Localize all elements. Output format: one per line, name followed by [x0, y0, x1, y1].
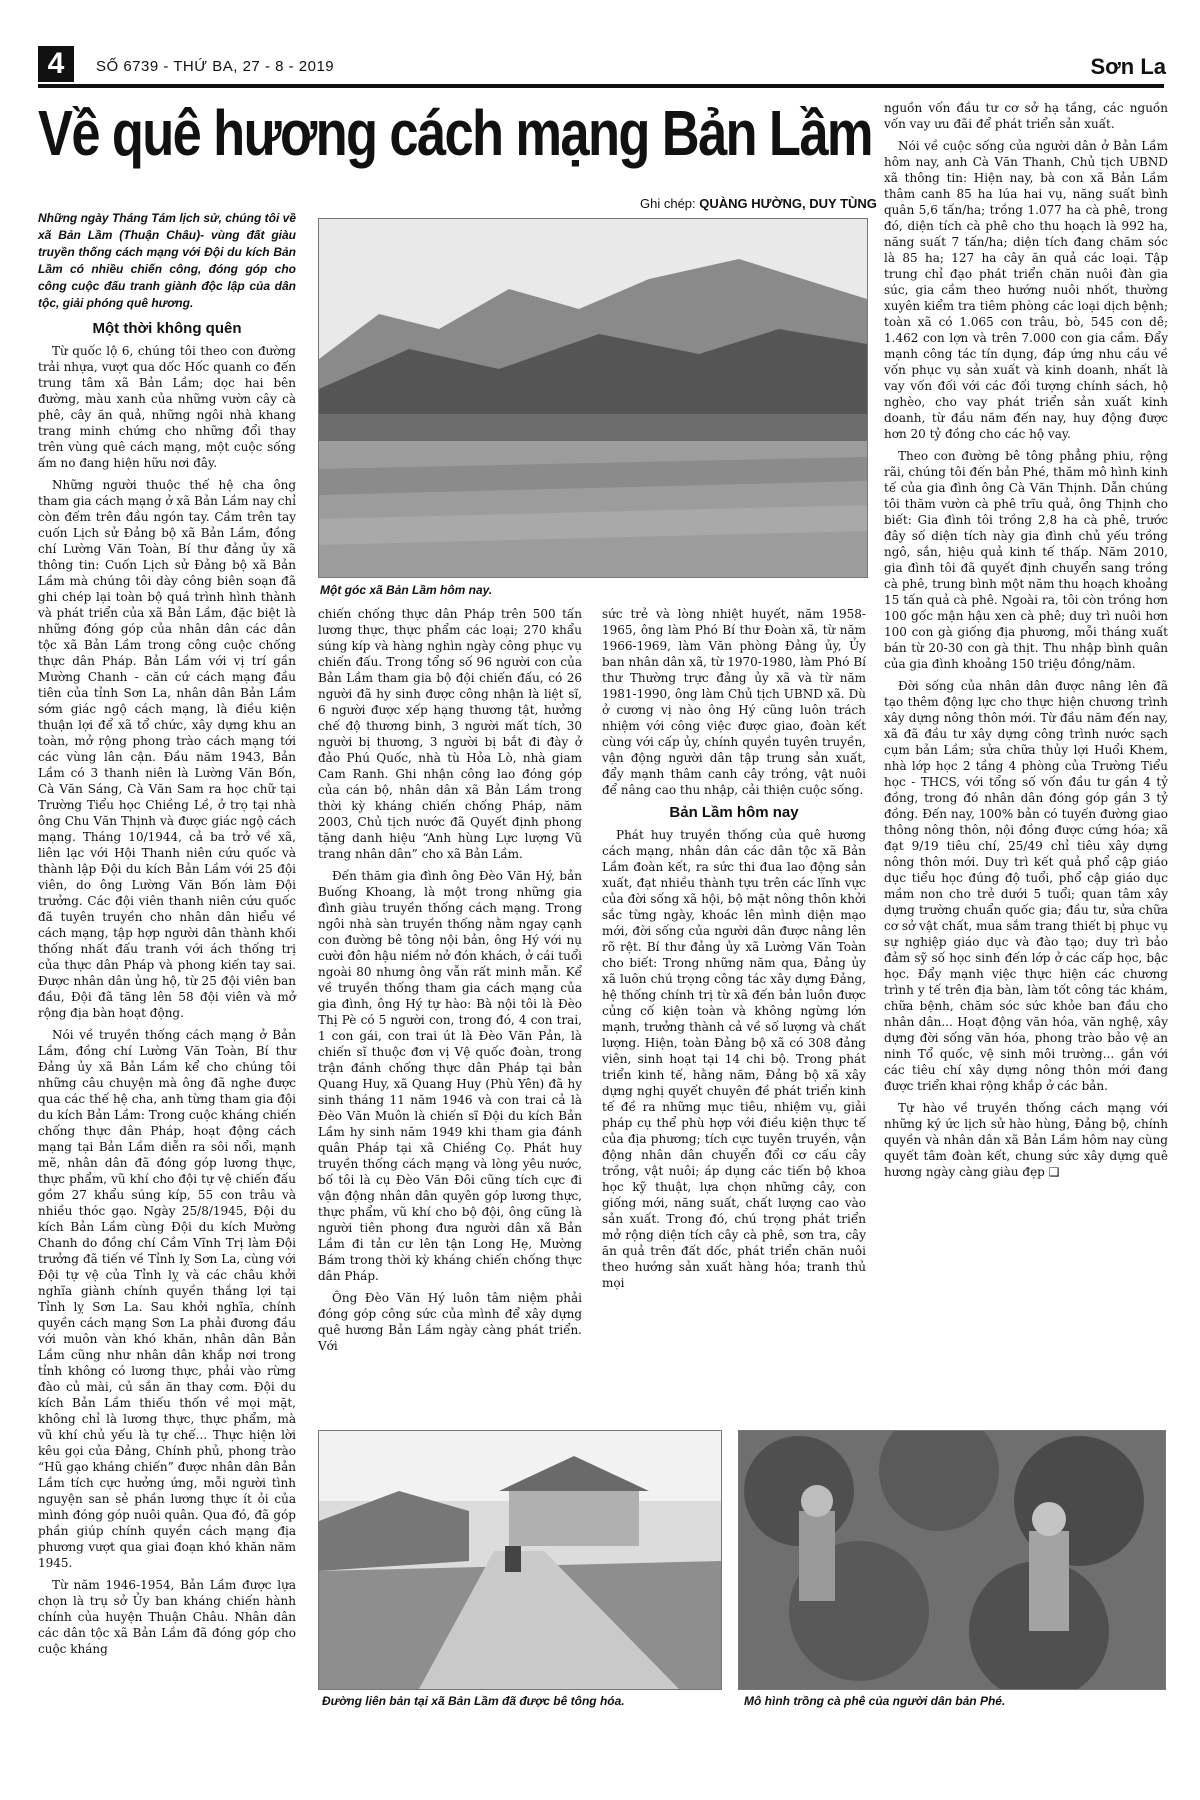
byline: [640, 196, 877, 211]
column-3: [602, 606, 866, 1297]
column-2: [318, 606, 582, 1360]
paragraph: chiến chống thực dân Pháp trên 500 tấn lương thực, thực phẩm các loại; 270 khẩu súng kíp và hàng nghìn ngày công phục vụ chiến đấu. Trong tổng số 96 người con của Bản Lầm tham gia bộ đội chiến đấu, có 26 người đã hy sinh được công nhận là liệt sĩ, 6 người được xếp hạng thương tật, hưởng chế độ thương binh, 3 người mất tích, 30 người bị thương, 3 người bị bắt đi đày ở đảo Phú Quốc, nhà tù Hỏa Lò, nhà giam Cam Ranh. Ghi nhận công lao đóng góp của cán bộ, nhân dân xã Bản Lầm trong thời kỳ kháng chiến chống Pháp, năm 2003, Chủ tịch nước đã Quyết định phong tặng danh hiệu “Anh hùng Lực lượng Vũ trang nhân dân” cho xã Bản Lầm.: [318, 607, 582, 861]
paragraph: Đời sống của nhân dân được nâng lên đã tạo thêm động lực cho thực hiện chương trình xây dựng nông thôn mới. Từ đầu năm đến nay, xã đã đầu tư xây dựng công trình nước sạch cụm bản Lầm; sửa chữa thủy lợi Huổi Khem, nhà lớp học 2 tầng 4 phòng của Trường Tiểu học - THCS, với tổng số vốn đầu tư gần 4 tỷ đồng, trong đó nhân dân đóng góp gần 3 tỷ đồng. Đến nay, 100% bản có tuyến đường giao thông nông thôn, nội đồng được cứng hóa; xã đạt 9/19 tiêu chí, 25/49 chỉ tiêu xây dựng nông thôn mới. Duy trì kết quả phổ cập giáo dục tiểu học đúng độ tuổi, phổ cập giáo dục mầm non cho trẻ dưới 5 tuổi; quan tâm xây dựng trường chuẩn quốc gia; đầu tư, sửa chữa cơ sở vật chất, mua sắm trang thiết bị phục vụ sự nghiệp giáo dục và đào tạo; duy trì bảo đảm sỹ số học sinh đến lớp ở các cấp học, bậc học. Đẩy mạnh việc thực hiện các chương trình y tế trên địa bàn, làm tốt công tác khám, chữa bệnh, chăm sóc sức khỏe ban đầu cho nhân dân... Hoạt động văn hóa, văn nghệ, xây dựng đời sống văn hóa, phong trào bảo vệ an ninh Tổ quốc, vệ sinh môi trường... gắn với các tiêu chí xây dựng nông thôn mới đang được triển khai rộng khắp ở các bản.: [884, 679, 1168, 1093]
paragraph: Nói về cuộc sống của người dân ở Bản Lầm hôm nay, anh Cà Văn Thanh, Chủ tịch UBND xã thông tin: Hiện nay, bà con xã Bản Lầm thâm canh 85 ha lúa hai vụ, năng suất bình quân 5,6 tấn/ha; trồng 1.077 ha cà phê, trong đó, diện tích cà phê cho thu hoạch là 992 ha, năng suất 7 tấn/ha; diện tích đang chăm sóc là 85 ha; 127 ha cây ăn quả các loại. Tập trung chỉ đạo phát triển chăn nuôi đàn gia súc, gia cầm theo hướng nuôi nhốt, thường xuyên kiểm tra tiêm phòng các loại dịch bệnh; toàn xã có 1.065 con trâu, bò, 545 con dê; 1.462 con lợn và trên 7.000 con gia cầm. Đẩy mạnh công tác tín dụng, đáp ứng nhu cầu về vốn phục vụ sản xuất và kinh doanh, nhất là vay vốn đối với các đối tượng chính sách, hộ nghèo, cho vay phát triển sản xuất kinh doanh, từ đầu năm đến nay, huy động được hơn 20 tỷ đồng cho các hộ vay.: [884, 139, 1168, 441]
landscape-image: [319, 219, 867, 577]
paragraph: Ông Đèo Văn Hý luôn tâm niệm phải đóng góp công sức của mình để xây dựng quê hương Bản Lầm ngày càng phát triển. Với: [318, 1291, 582, 1353]
header-rule: [38, 84, 1164, 88]
byline-prefix: Ghi chép:: [640, 196, 700, 211]
issue-info: SỐ 6739 - THỨ BA, 27 - 8 - 2019: [96, 58, 335, 75]
paragraph: Theo con đường bê tông phẳng phiu, rộng rãi, chúng tôi đến bản Phé, thăm mô hình kinh tế của gia đình ông Cà Văn Thịnh. Dẫn chúng tôi thăm vườn cà phê trĩu quả, ông Thịnh cho biết: Gia đình tôi trồng 2,8 ha cà phê, trước đây số diện tích này gia đình chủ yếu trồng ngô, sắn, hiệu quả kinh tế thấp. Năm 2010, gia đình tôi đã quyết định chuyển sang trồng cà phê, trung bình một năm thu hoạch khoảng 15 tấn quả cà phê. Ngoài ra, tôi còn trồng hơn 100 gốc mận hậu xen cà phê; duy trì nuôi hơn 100 con gà giống địa phương, mỗi tháng xuất bán từ 20-30 con gà thịt. Thu nhập bình quân của gia đình khoảng 150 triệu đồng/năm.: [884, 449, 1168, 671]
column-4: [884, 100, 1168, 1186]
road-image: [319, 1431, 721, 1689]
section-title-1: Một thời không quên: [92, 320, 242, 337]
coffee-garden-image: [739, 1431, 1165, 1689]
paragraph: Từ năm 1946-1954, Bản Lầm được lựa chọn là trụ sở Ủy ban kháng chiến hành chính của huyện Thuận Châu. Nhân dân các dân tộc xã Bản Lầm đã đóng góp cho cuộc kháng: [38, 1578, 296, 1656]
byline-authors: QUÀNG HƯỜNG, DUY TÙNG: [699, 196, 877, 211]
paragraph: Nói về truyền thống cách mạng ở Bản Lầm, đồng chí Lường Văn Toàn, Bí thư Đảng ủy xã Bản Lầm kể cho chúng tôi những câu chuyện mà ông đã nghe được qua các thế hệ cha, anh từng tham gia đội du kích Bản Lầm: Trong cuộc kháng chiến chống thực dân Pháp, hoạt động cách mạng tại Bản Lầm diễn ra sôi nổi, mạnh mẽ, nhân dân đã đóng góp lương thực, thực phẩm, vũ khí cho đội tự vệ chiến đấu gồm 27 khẩu súng kíp, 55 con trâu và nhiều thóc gạo. Ngày 25/8/1945, Đội du kích Bản Lầm cùng Đội du kích Mường Chanh do đồng chí Cầm Vĩnh Trị làm Đội trưởng đã tiến về Tỉnh lỵ Sơn La, cùng với Đội tự vệ của Tỉnh lỵ và các châu khởi nghĩa giành chính quyền thắng lợi tại Tỉnh lỵ Sơn La. Sau khởi nghĩa, chính quyền cách mạng Sơn La phải đương đầu với muôn vàn khó khăn, nhân dân Bản Lầm cũng như nhân dân khắp nơi trong tỉnh không có lương thực, phải vào rừng đào củ mài, củ sắn ăn thay cơm. Đội du kích Bản Lầm thiếu thốn về mọi mặt, không chỉ là lương thực, thực phẩm, mà vũ khí chủ yếu là tự chế... Thực hiện lời kêu gọi của Đảng, Chính phủ, phong trào “Hũ gạo kháng chiến” được nhân dân Bản Lầm tích cực hưởng ứng, mỗi người tình nguyện san sẻ phần lương thực ít ỏi của mình đóng góp nuôi quân. Qua đó, đã góp phần giúp chính quyền cách mạng địa phương vượt qua giai đoạn khó khăn năm 1945.: [38, 1028, 296, 1570]
coffee-photo: [738, 1430, 1166, 1690]
coffee-photo-caption: Mô hình trồng cà phê của người dân bản Phé.: [744, 1694, 1006, 1708]
road-photo-caption: Đường liên bản tại xã Bản Lầm đã được bê tông hóa.: [322, 1694, 625, 1708]
newspaper-brand: Sơn La: [1090, 54, 1166, 79]
article-headline: Về quê hương cách mạng Bản Lầm: [38, 97, 872, 169]
paragraph: Tự hào về truyền thống cách mạng với những ký ức lịch sử hào hùng, Đảng bộ, chính quyền và nhân dân xã Bản Lầm hôm nay cùng quyết tâm đoàn kết, chung sức xây dựng quê hương ngày càng giàu đẹp ❑: [884, 1101, 1168, 1179]
road-photo: [318, 1430, 722, 1690]
paragraph: Từ quốc lộ 6, chúng tôi theo con đường trải nhựa, vượt qua dốc Hốc quanh co đến trung tâm xã Bản Lầm; dọc hai bên đường, màu xanh của những vườn cây cà phê, cây ăn quả, những ngôi nhà khang trang minh chứng cho những đổi thay trên vùng quê cách mạng, một cuộc sống ấm no đang hiện hữu nơi đây.: [38, 344, 296, 470]
main-photo: [318, 218, 868, 578]
paragraph: Phát huy truyền thống của quê hương cách mạng, nhân dân các dân tộc xã Bản Lầm đoàn kết, ra sức thi đua lao động sản xuất, đạt nhiều thành tựu trên các lĩnh vực của đời sống xã hội, bộ mặt nông thôn khởi sắc từng ngày, khoác lên mình diện mạo mới, đời sống của người dân được nâng lên rõ rệt. Bí thư đảng ủy xã Lường Văn Toàn cho biết: Trong những năm qua, Đảng ủy xã luôn chú trọng công tác xây dựng Đảng, hệ thống chính trị từ xã đến bản luôn được củng cố kiện toàn và không ngừng lớn mạnh, trưởng thành cả về số lượng và chất lượng. Hiện, toàn Đảng bộ xã có 308 đảng viên, sinh hoạt tại 14 chi bộ. Trong phát triển kinh tế, hằng năm, Đảng bộ xã xây dựng nghị quyết chuyên đề phát triển kinh tế đề ra những mục tiêu, nhiệm vụ, giải pháp cụ thể phù hợp với điều kiện thực tế của địa phương; tích cực tuyên truyền, vận động nhân dân chuyển đổi cơ cấu cây trồng, vật nuôi; áp dụng các tiến bộ khoa học kỹ thuật, lựa chọn những cây, con giống mới, năng suất, chất lượng cao vào sản xuất. Trong đó, chú trọng phát triển mở rộng diện tích cây cà phê, sơn tra, cây ăn quả trên đất dốc, phát triển chăn nuôi theo hướng sản xuất hàng hóa; tranh thủ mọi: [602, 828, 866, 1290]
paragraph: sức trẻ và lòng nhiệt huyết, năm 1958-1965, ông làm Phó Bí thư Đoàn xã, từ năm 1966-1969, làm Văn phòng Đảng ủy, Ủy ban nhân dân xã, từ 1970-1980, làm Phó Bí thư Thường trực đảng ủy xã và từ năm 1981-1990, ông làm Chủ tịch UBND xã. Dù ở cương vị nào ông Hý cũng luôn trách nhiệm với công việc được giao, đoàn kết cùng với cấp ủy, chính quyền tuyên truyền, vận động người dân tập trung sản xuất, đẩy mạnh thâm canh cây trồng, vật nuôi để nâng cao thu nhập, cải thiện cuộc sống.: [602, 607, 866, 797]
article-lead: Những ngày Tháng Tám lịch sử, chúng tôi về xã Bản Lầm (Thuận Châu)- vùng đất giàu truyền thống cách mạng với Đội du kích Bản Lầm có nhiều chiến công, đóng góp cho công cuộc đấu tranh giành độc lập của dân tộc, giải phóng quê hương.: [38, 211, 296, 310]
page-number: 4: [38, 46, 74, 82]
column-1: [38, 320, 296, 1663]
main-photo-caption: Một góc xã Bản Lầm hôm nay.: [320, 583, 493, 597]
paragraph: nguồn vốn đầu tư cơ sở hạ tầng, các nguồn vốn vay ưu đãi để phát triển sản xuất.: [884, 101, 1168, 131]
paragraph: Đến thăm gia đình ông Đèo Văn Hý, bản Buống Khoang, là một trong những gia đình giàu truyền thống cách mạng. Trong ngôi nhà sàn truyền thống nằm ngay cạnh con đường bê tông nội bản, ông Hý với nụ cười đôn hậu niềm nở đón khách, ở cái tuổi ngoài 80 nhưng ông vẫn rất minh mẫn. Kể về truyền thống tham gia cách mạng của gia đình, ông Hý tự hào: Bà nội tôi là Đèo Thị Pè có 5 người con, trong đó, 4 con trai, 1 con gái, con trai út là Đèo Văn Pản, là chiến sĩ thuộc đơn vị Vệ quốc đoàn, trong trận đánh chống thực dân Pháp tại bản Quang Huy, xã Quang Huy (Phù Yên) đã hy sinh tháng 11 năm 1946 và con trai cả là Đèo Văn Muôn là chiến sĩ Đội du kích Bản Lầm hy sinh năm 1949 khi tham gia đánh quân Pháp tại xã Chiềng Cọ. Phát huy truyền thống cách mạng và lòng yêu nước, bố tôi là cụ Đèo Văn Đôi cũng tích cực đi vận động nhân dân quyên góp lương thực, thực phẩm, vũ khí cho bộ đội, ông cũng là người tiên phong đưa người dân xã Bản Lầm đi tản cư lên tận Long Hẹ, Mường Bám trong thời kỳ kháng chiến chống thực dân Pháp.: [318, 869, 582, 1283]
section-title-2: Bản Lầm hôm nay: [669, 804, 799, 821]
paragraph: Những người thuộc thế hệ cha ông tham gia cách mạng ở xã Bản Lầm nay chỉ còn đếm trên đầu ngón tay. Cầm trên tay cuốn Lịch sử Đảng bộ xã Bản Lầm, đồng chí Lường Văn Toàn, Bí thư đảng ủy xã thông tin: Cuốn Lịch sử Đảng bộ xã Bản Lầm mà chúng tôi dày công biên soạn đã ghi chép lại toàn bộ quá trình hình thành và phát triển của xã Bản Lầm, đặc biệt là những đóng góp của nhân dân các dân tộc xã Bản Lầm trong công cuộc chống thực dân Pháp. Bản Lầm với vị trí gần Mường Chanh - căn cứ cách mạng đầu tiên của tỉnh Sơn La, nhân dân Bản Lầm sớm giác ngộ cách mạng, là điều kiện thuận lợi để xã tổ chức, xây dựng khu an toàn, mở rộng phong trào cách mạng tới các vùng lân cận. Đầu năm 1943, Bản Lầm có 3 thanh niên là Lường Văn Bốn, Cà Văn Sáng, Cà Văn Sam ra học chữ tại Trường Tiểu học Chiềng Lề, ở trọ tại nhà ông Chu Văn Thịnh và được giác ngộ cách mạng. Tháng 10/1944, cả ba trở về xã, liên lạc với Hội Thanh niên cứu quốc và thành lập Đội du kích Bản Lầm với 25 đội viên, do ông Lường Văn Bốn làm Đội trưởng. Các đội viên thanh niên cứu quốc đã tuyên truyền cho nhân dân hiểu về cách mạng, tập hợp người dân thành khối thống nhất đấu tranh với ách thống trị của thực dân Pháp và phong kiến tay sai. Được nhân dân ủng hộ, từ 25 đội viên ban đầu, Đội đã tăng lên 58 đội viên và mở rộng địa bàn hoạt động.: [38, 478, 296, 1020]
